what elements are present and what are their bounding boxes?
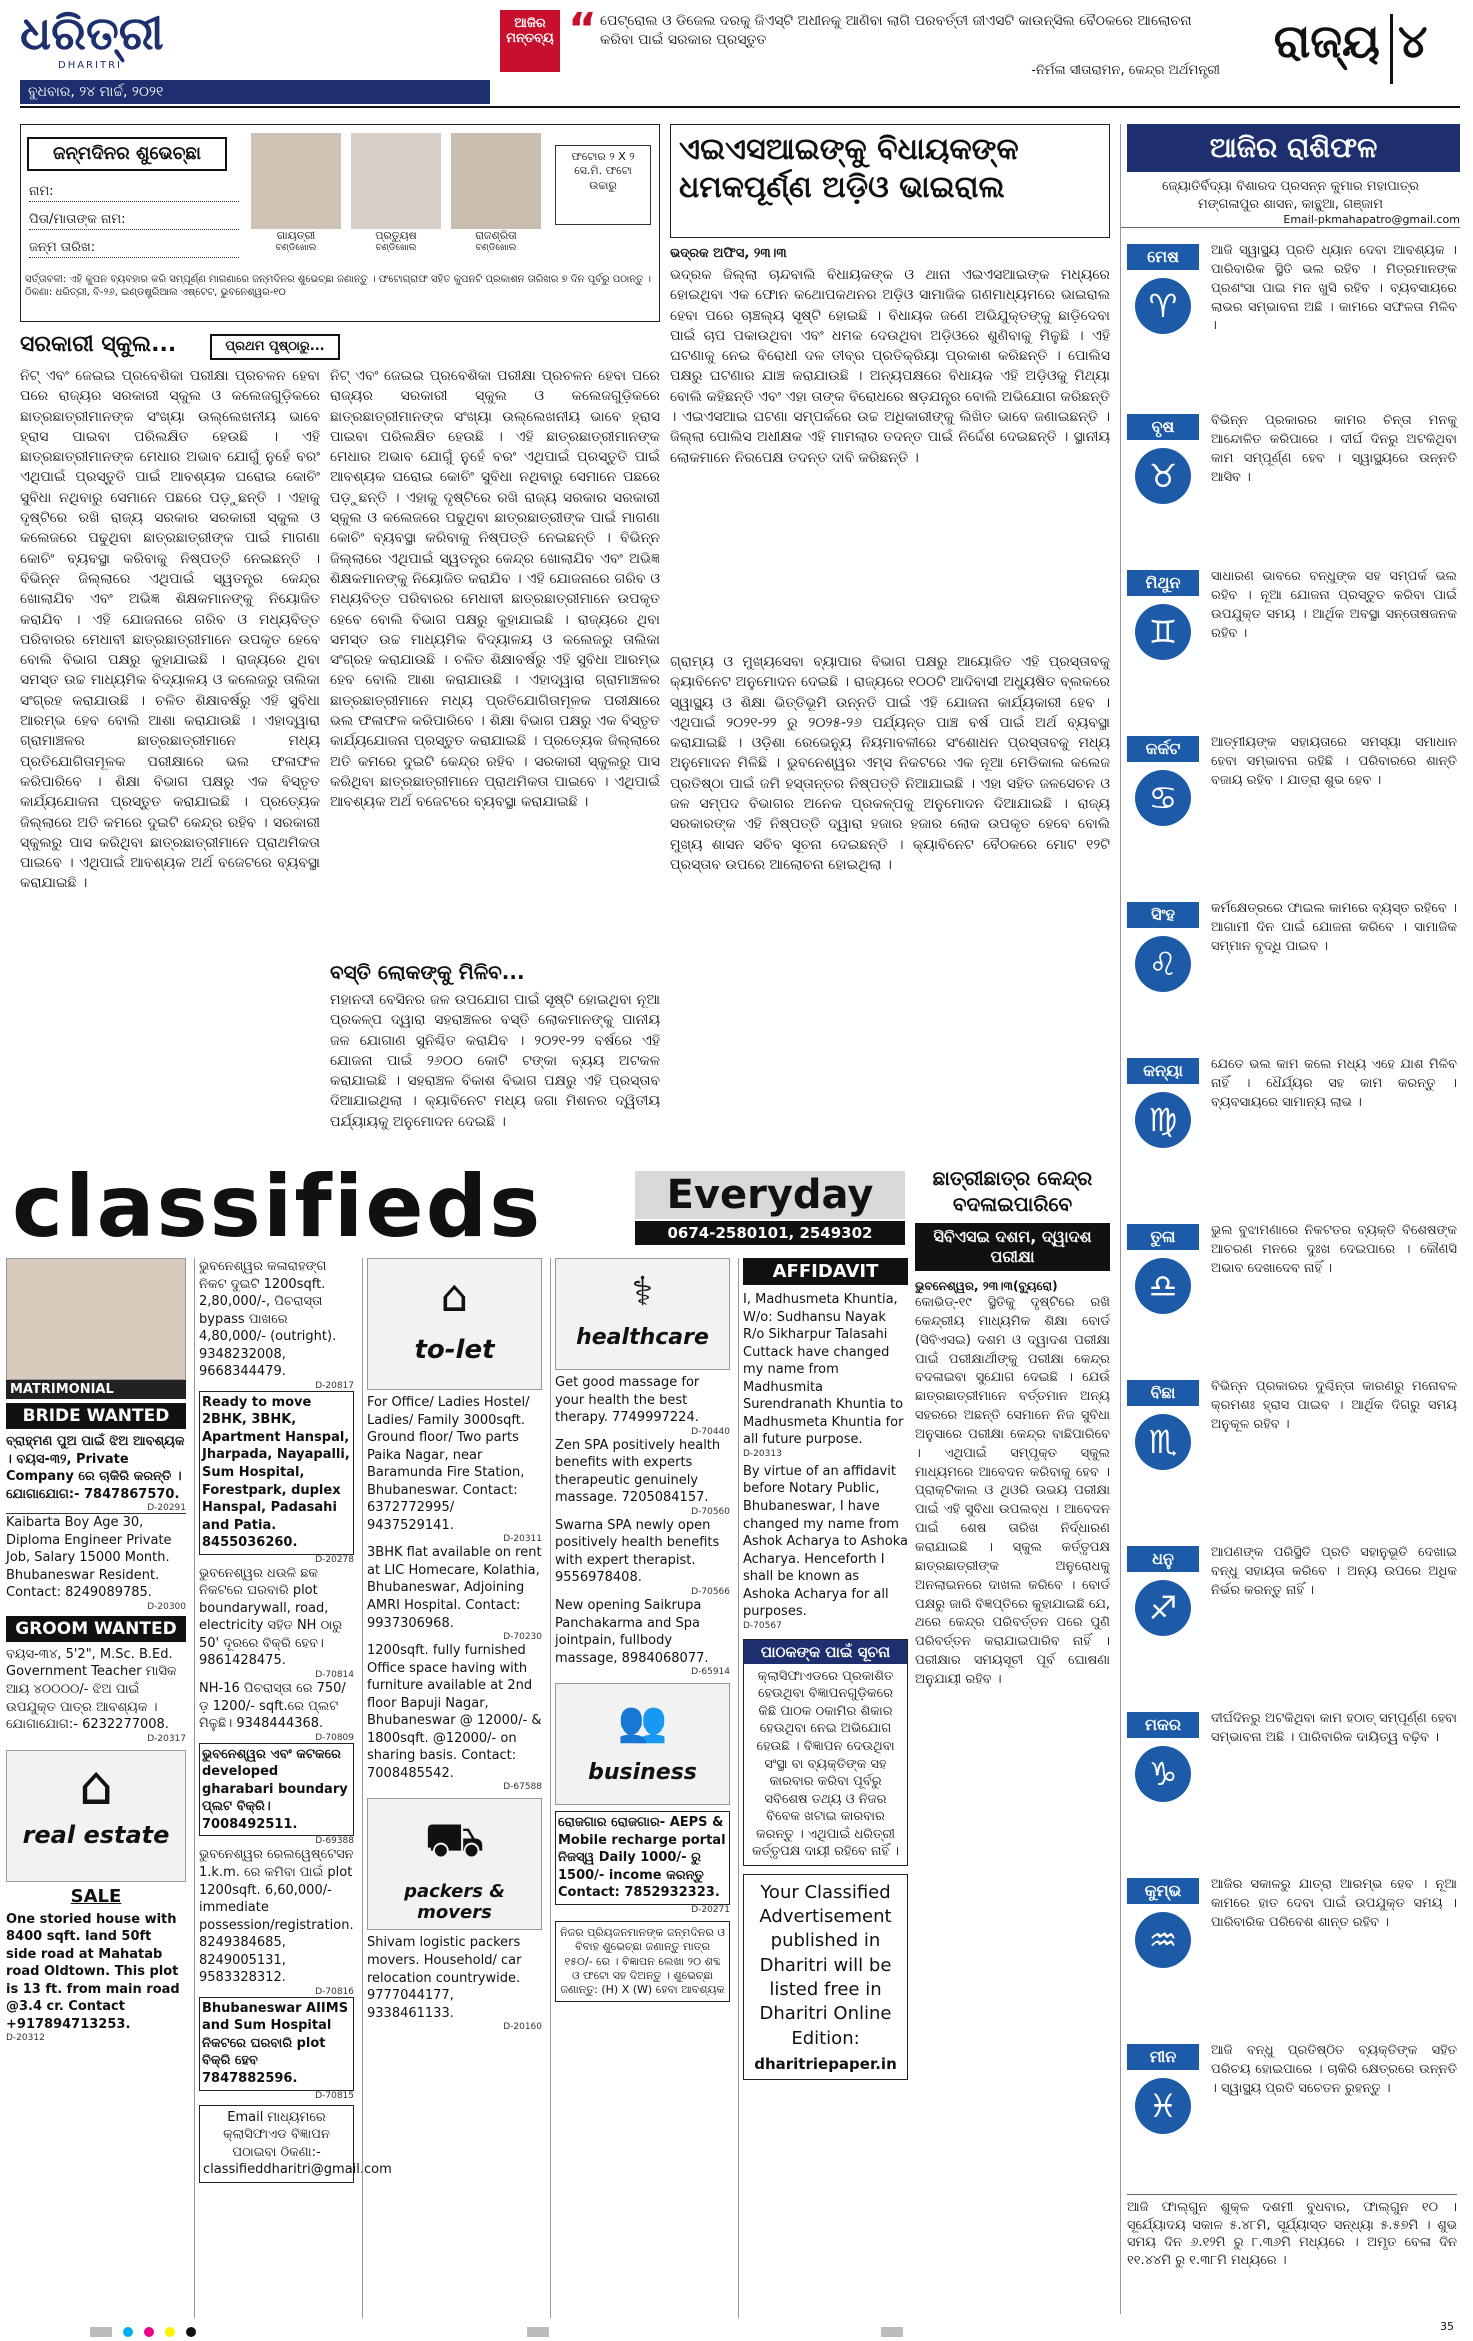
packers-image — [367, 1798, 542, 1930]
story-basti — [330, 960, 660, 1150]
ad-bride-2: Kaibarta Boy Age 30, Diploma Engineer Private Job, Salary 15000 Month. Bhubaneswar Resident. Contact: 8249089785. — [6, 1513, 186, 1602]
quote-tag — [500, 10, 560, 72]
section-title: ରାଜ୍ୟ — [1273, 14, 1380, 68]
story-mla-audio — [670, 124, 1110, 644]
story4-body: ମହାନଦୀ ବେସିନର ଜଳ ଉପଯୋଗ ପାଇଁ ସୃଷ୍ଟି ହୋଇଥିବା ନୂଆ ପ୍ରକଳ୍ପ ଦ୍ୱାରା ସହରାଞ୍ଚଳର ବସ୍ତି ଲୋକମାନଙ୍କୁ ପାନୀୟ ଜଳ ଯୋଗାଣ ସୁନିଶ୍ଚିତ କରାଯିବ । ୨୦୨୧-୨୨ ବର୍ଷରେ ଏହି ଯୋଜନା ପାଇଁ ୨୬୦୦ କୋଟି ଟଙ୍କା ବ୍ୟୟ ଅଟକଳ କରାଯାଇଛି । ସହରାଞ୍ଚଳ ବିକାଶ ବିଭାଗ ପକ୍ଷରୁ ଏହି ପ୍ରସ୍ତାବ ଦିଆଯାଇଥିଲା । କ୍ୟାବିନେଟ ମଧ୍ୟ ଜଗା ମିଶନର ଦ୍ୱିତୀୟ ପର୍ଯ୍ୟାୟକୁ ଅନୁମୋଦନ ଦେଇଛି । — [330, 992, 660, 1130]
story-cabinet-decisions: ଗ୍ରାମ୍ୟ ଓ ମୁଖ୍ୟସେବା ବ୍ୟାପାର ବିଭାଗ ପକ୍ଷରୁ ଆୟୋଜିତ ଏହି ପ୍ରସ୍ତାବକୁ କ୍ୟାବିନେଟ ଅନୁମୋଦନ ଦେଇଛି । ରାଜ୍ୟରେ ୧୦୦ଟି ଆଦିବାସୀ ଅଧ୍ୟୁଷିତ ବ୍ଲକରେ ସ୍ୱାସ୍ଥ୍ୟ ଓ ଶିକ୍ଷା ଭିତ୍ତିଭୂମି ଉନ୍ନତି ପାଇଁ ଏହି ଯୋଜନା କାର୍ଯ୍ୟକାରୀ ହେବ । ଏଥିପାଇଁ ୨୦୨୧-୨୨ ରୁ ୨୦୨୫-୨୬ ପର୍ଯ୍ୟନ୍ତ ପାଞ୍ଚ ବର୍ଷ ପାଇଁ ଅର୍ଥ ବ୍ୟବସ୍ଥା କରାଯାଇଛି । ଓଡ଼ିଶା ରେଭେନ୍ୟୁ ନିୟମାବଳୀରେ ସଂଶୋଧନ ପ୍ରସ୍ତାବକୁ ମଧ୍ୟ ଅନୁମୋଦନ ମିଳିଛି । ଭୁବନେଶ୍ୱର ଏମ୍ସ ନିକଟରେ ଏକ ନୂଆ ମେଡିକାଲ କଲେଜ ପ୍ରତିଷ୍ଠା ପାଇଁ ଜମି ହସ୍ତାନ୍ତର ନିଷ୍ପତ୍ତି ନିଆଯାଇଛି । ଏହା ସହିତ ଜଳସେଚନ ଓ ଜଳ ସମ୍ପଦ ବିଭାଗର ଅନେକ ପ୍ରକଳ୍ପକୁ ଅନୁମୋଦନ ଦିଆଯାଇଛି । ରାଜ୍ୟ ସରକାରଙ୍କ ଏହି ନିଷ୍ପତ୍ତି ଦ୍ୱାରା ହଜାର ହଜାର ଲୋକ ଉପକୃତ ହେବେ ବୋଲି ମୁଖ୍ୟ ଶାସନ ସଚିବ ସୂଚନା ଦେଇଛନ୍ତି । କ୍ୟାବିନେଟ ବୈଠକରେ ମୋଟ ୧୨ଟି ପ୍ରସ୍ତାବ ଉପରେ ଆଲୋଚନା ହୋଇଥିଲା । — [670, 654, 1110, 873]
aries-icon: ♈ — [1135, 278, 1191, 334]
story1-continued-tag: ପ୍ରଥମ ପୃଷ୍ଠାରୁ... — [210, 334, 340, 360]
email-box: Email ମାଧ୍ୟମରେ କ୍ଲାସିଫାଏଡ ବିଜ୍ଞାପନ ପଠାଇବା ଠିକଣା:- classifieddharitri@gmail.com — [199, 2105, 354, 2183]
ad-c2-3: ଭୁବନେଶ୍ୱର ଧଉଳି ଛକ ନିକଟରେ ଘରବାରି plot boundarywall, road, electricity ସହିତ NH ଠାରୁ 50' ଦୂରରେ ବିକ୍ରି ହେବ। 9861428475. — [199, 1565, 343, 1669]
classifieds-title: classifieds — [12, 1157, 543, 1257]
rashi-vrisha — [1121, 408, 1461, 558]
photo-place: ଚଣ୍ଡିଖୋଲ — [475, 243, 517, 254]
coupon-terms: ସର୍ତ୍ତାବଳୀ: ଏହି କୁପନ ବ୍ୟବହାର କରି ସମ୍ପୂର୍ଣ୍ଣ ମାଗଣାରେ ଜନ୍ମଦିନର ଶୁଭେଚ୍ଛା ଜଣାନ୍ତୁ । ଫଟୋଗ୍ରାଫ ସହିତ କୁପନଟି ପ୍ରକାଶନ ତାରିଖର ୭ ଦିନ ପୂର୍ବରୁ ପଠାନ୍ତୁ । ଠିକଣା: ଧରିତ୍ରୀ, ବି-୨୬, ଇଣ୍ଡଷ୍ଟ୍ରିଆଲ ଏଷ୍ଟେଟ, ଭୁବନେଶ୍ୱର-୧୦ — [25, 274, 651, 298]
to-let-label: to-let — [414, 1335, 495, 1365]
rashi-text: ଆଜି ବନ୍ଧୁ ପ୍ରତିଷ୍ଠିତ ବ୍ୟକ୍ତିଙ୍କ ସହିତ ପରିଚୟ ହୋଇପାରେ । ଚାକିରି କ୍ଷେତ୍ରରେ ଉନ୍ନତି । ସ୍ୱାସ୍ଥ୍ୟ ପ୍ରତି ସଚେତନ ରୁହନ୍ତୁ । — [1211, 2043, 1457, 2096]
astrologer-email: Email-pkmahapatro@gmail.com — [1121, 213, 1460, 228]
rashi-name: ବୃଷ — [1127, 414, 1199, 440]
page-number: ୪ — [1398, 14, 1428, 68]
page-divider — [1390, 14, 1393, 84]
ad-code: D-20317 — [147, 1733, 186, 1744]
ad-c2-2: Ready to move 2BHK, 3BHK, Apartment Hanspal, Jharpada, Nayapalli, Sum Hospital, Forestpark, duplex Hanspal, Padasahi and Patia. 8455036260. — [199, 1391, 354, 1555]
birthday-title: ଜନ୍ମଦିନର ଶୁଭେଚ୍ଛା — [27, 137, 227, 171]
quote-author: -ନିର୍ମଳା ସୀତାରାମନ, କେନ୍ଦ୍ର ଅର୍ଥମନ୍ତ୍ରୀ — [1031, 63, 1220, 78]
promo-text: Your Classified Advertisement published in Dharitri will be listed free in Dharitri Online Edition: — [759, 1881, 892, 2049]
form-name: ନାମ: — [29, 183, 239, 202]
ad-code: D-20271 — [691, 1904, 730, 1915]
ad-c2-5: ଭୁବନେଶ୍ୱର ଏବଂ କଟକରେ developed gharabari boundary ପ୍ଲଟ ବିକ୍ରି। 7008492511. — [199, 1743, 354, 1837]
photo-place: ଚଣ୍ଡିଖୋଲ — [375, 243, 417, 254]
logo — [20, 6, 200, 76]
ad-code: D-70566 — [691, 1587, 730, 1598]
rashi-name: ତୁଳା — [1127, 1224, 1199, 1250]
rashi-text: ଆଜି ସ୍ୱାସ୍ଥ୍ୟ ପ୍ରତି ଧ୍ୟାନ ଦେବା ଆବଶ୍ୟକ । ପାରିବାରିକ ସ୍ଥିତି ଭଲ ରହିବ । ମିତ୍ରମାନଙ୍କ ପ୍ରଶଂସା ପାଇ ମନ ଖୁସି ରହିବ । ବ୍ୟବସାୟରେ ଲାଭର ସମ୍ଭାବନା ଅଛି । କାମରେ ସଫଳତା ମିଳିବ । — [1211, 243, 1457, 334]
color-mark — [165, 2327, 175, 2337]
panjika: ଆଜି ଫାଲ୍ଗୁନ ଶୁକ୍ଳ ଦଶମୀ ବୁଧବାର, ଫାଲ୍ଗୁନ ୧୦ । ସୂର୍ଯ୍ୟୋଦୟ ସକାଳ ୫.୪୮ମି, ସୂର୍ଯ୍ୟାସ୍ତ ସନ୍ଧ୍ୟା ୫.୫୭ମି । ଶୁଭ ସମୟ ଦିନ ୬.୧୨ମି ରୁ ୮.୩୬ମି ମଧ୍ୟରେ । ଅମୃତ ବେଳା ଦିନ ୧୧.୪୪ମି ରୁ ୧.୩୮ମି ମଧ୍ୟରେ । — [1127, 2194, 1457, 2309]
ad-code: D-70567 — [743, 1620, 782, 1631]
photo-placeholder — [251, 133, 341, 229]
real-estate-image — [6, 1750, 186, 1882]
rashi-text: ଆତ୍ମୀୟଙ୍କ ସହାୟତାରେ ସମସ୍ୟା ସମାଧାନ ହେବା ସମ୍ଭାବନା ରହିଛି । ପରିବାରରେ ଶାନ୍ତି ବଜାୟ ରହିବ । ଯାତ୍ରା ଶୁଭ ହେବ । — [1211, 735, 1457, 788]
rashi-text: ଆଜିର ସକାଳରୁ ଯାତ୍ରା ଆରମ୍ଭ ହେବ । ନୂଆ କାମରେ ହାତ ଦେବା ପାଇଁ ଉପଯୁକ୍ତ ସମୟ । ପାରିବାରିକ ପରିବେଶ ଶାନ୍ତ ରହିବ । — [1211, 1877, 1457, 1930]
ad-code: D-70440 — [691, 1426, 730, 1437]
rashi-bichha — [1121, 1374, 1461, 1534]
house-icon: ⌂ — [78, 1753, 114, 1817]
rashi-mesha — [1121, 238, 1461, 406]
ad-code: D-20312 — [6, 2033, 45, 2044]
pisces-icon: ♓ — [1135, 2078, 1191, 2134]
quote-mark-icon: “ — [568, 4, 597, 55]
photo-name: ଗାୟତ୍ରୀ — [276, 229, 316, 242]
sale-label: SALE — [70, 1885, 122, 1907]
taurus-icon: ♉ — [1135, 448, 1191, 504]
story1-headline: ସରକାରୀ ସ୍କୁଲ... — [20, 332, 177, 357]
photo-size-note: ଫଟୋର ୨ X ୨ ସେ.ମି. ଫଟୋ ଉଚ୍ଚାରୁ — [555, 145, 651, 225]
hostel-dateline: ଭୁବନେଶ୍ୱର, ୨୩।୩(ବ୍ୟୁରୋ) — [915, 1279, 1058, 1293]
rashi-tula — [1121, 1218, 1461, 1368]
ad-c3-4: Shivam logistic packers movers. Household/ car relocation countrywide. 9777044177, 9338461133. — [367, 1935, 522, 2021]
business-people-icon: 👥 — [617, 1699, 668, 1746]
rashi-mithuna — [1121, 564, 1461, 724]
hostel-body: କୋଭିଡ୍-୧୯ ସ୍ଥିତିକୁ ଦୃଷ୍ଟିରେ ରଖି କେନ୍ଦ୍ରୀୟ ମାଧ୍ୟମିକ ଶିକ୍ଷା ବୋର୍ଡ (ସିବିଏସଇ) ଦଶମ ଓ ଦ୍ୱାଦଶ ପରୀକ୍ଷା ପାଇଁ ପରୀକ୍ଷାର୍ଥୀଙ୍କୁ ପରୀକ୍ଷା କେନ୍ଦ୍ର ବଦଳାଇବା ସୁଯୋଗ ଦେଇଛି । ଯେଉଁ ଛାତ୍ରଛାତ୍ରୀମାନେ ବର୍ତ୍ତମାନ ଅନ୍ୟ ସହରରେ ଅଛନ୍ତି ସେମାନେ ନିଜ ସୁବିଧା ଅନୁସାରେ ପରୀକ୍ଷା କେନ୍ଦ୍ର ବାଛିପାରିବେ । ଏଥିପାଇଁ ସମ୍ପୃକ୍ତ ସ୍କୁଲ ମାଧ୍ୟମରେ ଆବେଦନ କରିବାକୁ ହେବ । ପ୍ରାକ୍ଟିକାଲ ଓ ଥିଓରି ଉଭୟ ପରୀକ୍ଷା ପାଇଁ ଏହି ସୁବିଧା ଉପଲବ୍ଧ । ଆବେଦନ ପାଇଁ ଶେଷ ତାରିଖ ନିର୍ଦ୍ଧାରଣ କରାଯାଇଛି । ସ୍କୁଲ କର୍ତ୍ତୃପକ୍ଷ ଛାତ୍ରଛାତ୍ରୀଙ୍କ ଅନୁରୋଧକୁ ଅନଲାଇନରେ ଦାଖଲ କରିବେ । ବୋର୍ଡ ପକ୍ଷରୁ ଜାରି ବିଜ୍ଞପ୍ତିରେ କୁହାଯାଇଛି ଯେ, ଥରେ କେନ୍ଦ୍ର ପରିବର୍ତ୍ତନ ପରେ ପୁଣି ପରିବର୍ତ୍ତନ କରାଯାଇପାରିବ ନାହିଁ । ପରୀକ୍ଷାର ସମୟସୂଚୀ ପୂର୍ବ ଘୋଷଣା ଅନୁଯାୟୀ ରହିବ । — [915, 1295, 1110, 1687]
page-tag: 35 — [1440, 2320, 1454, 2333]
groom-wanted-label: GROOM WANTED — [6, 1616, 186, 1642]
ad-code: D-70230 — [503, 1632, 542, 1643]
classifieds-col-2 — [194, 1258, 392, 2318]
bride-wanted-label: BRIDE WANTED — [6, 1403, 186, 1429]
rashi-text: ସାଧାରଣ ଭାବରେ ବନ୍ଧୁଙ୍କ ସହ ସମ୍ପର୍କ ଭଲ ରହିବ । ନୂଆ ଯୋଜନା ପ୍ରସ୍ତୁତ କରିବା ପାଇଁ ଉପଯୁକ୍ତ ସମୟ । ଆର୍ଥିକ ଅବସ୍ଥା ସନ୍ତୋଷଜନକ ରହିବ । — [1211, 569, 1457, 641]
quote-tag-label: ଆଜିର ମନ୍ତବ୍ୟ — [506, 16, 554, 46]
notice-text: କ୍ଲାସିଫାଏଡରେ ପ୍ରକାଶିତ ହେଉଥିବା ବିଜ୍ଞାପନଗୁଡ଼ିକରେ କିଛି ପାଠକ ଠକାମିର ଶିକାର ହେଉଥିବା ନେଇ ଅଭିଯୋଗ ହେଉଛି । ବିଜ୍ଞାପନ ଦେଉଥିବା ସଂସ୍ଥା ବା ବ୍ୟକ୍ତିଙ୍କ ସହ କାରବାର କରିବା ପୂର୍ବରୁ ସବିଶେଷ ତଥ୍ୟ ଓ ନିଜର ବିବେକ ଖଟାଇ କାରବାର କରନ୍ତୁ । ଏଥିପାଇଁ ଧରିତ୍ରୀ କର୍ତ୍ତୃପକ୍ଷ ଦାୟୀ ରହିବେ ନାହିଁ । — [751, 1668, 900, 1860]
matrimonial-image — [6, 1258, 186, 1380]
rashi-name: କନ୍ୟା — [1127, 1058, 1199, 1084]
classifieds-col-4 — [550, 1258, 730, 2318]
capricorn-icon: ♑ — [1135, 1746, 1191, 1802]
ad-c2-1: ଭୁବନେଶ୍ୱର କଳାରାହଙ୍ଗ ନିକଟ ଦୁଇଟି 1200sqft. 2,80,000/-, ପିଚରାସ୍ତା bypass ପାଖରେ 4,80,000/- (outright). 9348232008, 9668344479. — [199, 1259, 337, 1380]
rashi-kumbha — [1121, 1872, 1461, 2032]
to-let-image — [367, 1258, 542, 1390]
rashi-name: ମେଷ — [1127, 244, 1199, 270]
rashi-text: ଆପଣଙ୍କ ପରିସ୍ଥିତି ପ୍ରତି ସହାନୁଭୂତି ଦେଖାଇ ବନ୍ଧୁ ସହାୟତା କରିବେ । ଅନ୍ୟ ଉପରେ ଅଧିକ ନିର୍ଭର କରନ୍ତୁ ନାହିଁ । — [1211, 1545, 1457, 1598]
rashi-karkata — [1121, 730, 1461, 890]
rashi-text: ଭୁଲ ବୁଝାମଣାରେ ନିକଟତର ବ୍ୟକ୍ତି ବିଶେଷଙ୍କ ଆଚରଣ ମନରେ ଦୁଃଖ ଦେଇପାରେ । କୌଣସି ଅଭାବ ଦେଖାଦେବ ନାହିଁ । — [1211, 1223, 1457, 1276]
photo-place: ଚଣ୍ଡିଖୋଲ — [275, 243, 317, 254]
rashi-text: ବିଭିନ୍ନ ପ୍ରକାରର କାମର ଚିନ୍ତା ମନକୁ ଆନ୍ଦୋଳିତ କରିପାରେ । ଦୀର୍ଘ ଦିନରୁ ଅଟକିଥିବା କାମ ସମ୍ପୂର୍ଣ୍ଣ ହେବ । ସ୍ୱାସ୍ଥ୍ୟରେ ଉନ୍ନତି ଆସିବ । — [1211, 413, 1457, 485]
stethoscope-icon: ⚕ — [631, 1269, 654, 1315]
classifieds-phone: 0674-2580101, 2549302 — [635, 1221, 905, 1245]
ad-code: D-70816 — [315, 1986, 354, 1997]
classifieds-everyday: Everyday — [635, 1171, 905, 1219]
rashi-text: ବିଭିନ୍ନ ପ୍ରକାରର ଦୁଶ୍ଚିନ୍ତା କାରଣରୁ ମନୋବଳ କ୍ରମଶଃ ହ୍ରାସ ପାଇବ । ଆର୍ଥିକ ଦିଗରୁ ସମୟ ଅନୁକୂଳ ରହିବ । — [1211, 1379, 1457, 1432]
color-mark — [186, 2327, 196, 2337]
affidavit-label: AFFIDAVIT — [743, 1258, 908, 1285]
ad-code: D-20300 — [147, 1601, 186, 1612]
logo-text: ଧରିତ୍ରୀ — [20, 6, 164, 60]
ad-code: D-20311 — [503, 1534, 542, 1545]
color-mark — [881, 2327, 903, 2337]
rashiphala-panel — [1120, 124, 1460, 2314]
rashi-simha — [1121, 896, 1461, 1046]
business-label: business — [588, 1760, 697, 1786]
story2-dateline: ଭଦ୍ରକ ଅଫିସ, ୨୩।୩ — [670, 246, 787, 261]
ad-c4-1: Get good massage for your health the best therapy. 7749997224. — [555, 1375, 700, 1426]
rashi-name: କର୍କଟ — [1127, 736, 1199, 762]
logo-subtitle: DHARITRI — [58, 60, 122, 71]
cancer-icon: ♋ — [1135, 770, 1191, 826]
packers-label: packers & movers — [404, 1881, 505, 1924]
ad-bride-1: ବ୍ରାହ୍ମଣ ପୁଅ ପାଇଁ ଝିଅ ଆବଶ୍ୟକ । ବୟସ-୩୨, Private Company ରେ ଚାକିରି କରନ୍ତି । ଯୋଗାଯୋଗ:- 7847867570. — [6, 1434, 185, 1502]
ad-code: D-20817 — [315, 1380, 354, 1391]
color-mark — [123, 2327, 133, 2337]
hostel-subhead: ସିବିଏସଇ ଦଶମ, ଦ୍ୱାଦଶ ପରୀକ୍ଷା — [915, 1223, 1110, 1271]
real-estate-label: real estate — [22, 1820, 170, 1849]
ad-sale-1: One storied house with 8400 sqft. land 50ft side road at Mahatab road Oldtown. This plot is 13 ft. from main road @3.4 cr. Contact +917894713253. — [6, 1911, 180, 2032]
astrologer-address: ମଙ୍ଗଳାପୁର ଶାସନ, କାନ୍ଥୁଆ, ଗଞ୍ଜାମ — [1198, 196, 1383, 212]
rashiphala-title: ଆଜିର ରାଶିଫଳ — [1127, 124, 1460, 172]
astrologer-name: ଜ୍ୟୋତିର୍ବିଦ୍ୟା ବିଶାରଦ ପ୍ରସନ୍ନ କୁମାର ମହାପାତ୍ର — [1162, 179, 1419, 194]
ad-c3-1: For Office/ Ladies Hostel/ Ladies/ Family 3000sqft. Ground floor/ Two parts Paika Nagar, near Baramunda Fire Station, Bhubaneswar. Contact: 6372772995/ 9437529141. — [367, 1395, 530, 1533]
coupon-box: ନିଜର ପ୍ରିୟଜନମାନଙ୍କ ଜନ୍ମଦିନର ଓ ବିବାହ ଶୁଭେଚ୍ଛା ଜଣାନ୍ତୁ ମାତ୍ର ୧୫୦/- ରେ । ବିଜ୍ଞାପନ ଲେଖା ୨୦ ଶବ୍ଦ ଓ ଫଟୋ ସହ ଦିଅନ୍ତୁ । ଶୁଭେଚ୍ଛା ଜଣାନ୍ତୁ: (H) X (W) ହେବା ଆବଶ୍ୟକ — [555, 1921, 730, 2002]
sagittarius-icon: ♐ — [1135, 1580, 1191, 1636]
ad-code: D-70560 — [691, 1506, 730, 1517]
registration-marks — [90, 2322, 1390, 2336]
ad-code: D-20313 — [743, 1448, 782, 1459]
healthcare-image — [555, 1258, 730, 1370]
notice-title: ପାଠକଙ୍କ ପାଇଁ ସୂଚନା — [744, 1640, 907, 1664]
rashi-kanya — [1121, 1052, 1461, 1212]
ad-c4-3: Swarna SPA newly open positively health benefits with expert therapist. 9556978408. — [555, 1517, 720, 1586]
healthcare-label: healthcare — [576, 1325, 709, 1350]
ad-c3-3: 1200sqft. fully furnished Office space having with furniture available at 2nd floor Bapuji Nagar, Bhubaneswar @ 12000/- & 1800sqft. @12000/- on sharing basis. Contact: 7008485542. — [367, 1643, 542, 1781]
color-mark — [144, 2327, 154, 2337]
aquarius-icon: ♒ — [1135, 1912, 1191, 1968]
story-sarakari-school — [20, 332, 320, 1152]
story2-headline: ଏଇଏସଆଇଙ୍କୁ ବିଧାୟକଙ୍କ ଧମକପୂର୍ଣ୍ଣ ଅଡ଼ିଓ ଭାଇରାଲ — [670, 124, 1110, 238]
quote-text: ପେଟ୍ରୋଲ ଓ ଡିଜେଲ ଦରକୁ ଜିଏସ୍‌ଟି ଅଧୀନକୁ ଆଣିବା ଲାଗି ପରବର୍ତ୍ତୀ ଜୀଏସଟି କାଉନ୍ସିଲ ବୈଠକରେ ଆଲୋଚନା କରିବା ପାଇଁ ସରକାର ପ୍ରସ୍ତୁତ — [600, 13, 1192, 48]
birthday-coupon — [20, 124, 660, 322]
business-image — [555, 1683, 730, 1805]
rashi-name: ମକର — [1127, 1712, 1199, 1738]
issue-date: ବୁଧବାର, ୨୪ ମାର୍ଚ୍ଚ, ୨୦୨୧ — [20, 80, 490, 104]
classifieds-col-3 — [362, 1258, 542, 2318]
photo-name: ପ୍ରତ୍ୟୁଷ — [375, 229, 417, 242]
rashi-name: ଧନୁ — [1127, 1546, 1199, 1572]
ad-code: D-69388 — [315, 1836, 354, 1847]
ad-groom-1: ବୟସ-୩୪, 5'2", M.Sc. B.Ed. Government Teacher ମାସିକ ଆୟ ୪୦୦୦୦/- ଝିଅ ପାଇଁ ଉପଯୁକ୍ତ ପାତ୍ର ଆବଶ୍ୟକ । ଯୋଗାଯୋଗ:- 6232277008. — [6, 1646, 177, 1733]
ad-c4-2: Zen SPA positively health benefits with experts therapeutic genuinely massage. 7205084157. — [555, 1437, 721, 1506]
classifieds-col-1 — [6, 1258, 186, 2318]
libra-icon: ♎ — [1135, 1258, 1191, 1314]
photo-1 — [251, 133, 341, 255]
rashi-dhanu — [1121, 1540, 1461, 1700]
virgo-icon: ♍ — [1135, 1092, 1191, 1148]
color-mark — [527, 2327, 549, 2337]
story1-body: ନିଟ୍ ଏବଂ ଜେଇଇ ପ୍ରବେଶିକା ପରୀକ୍ଷା ପ୍ରଚଳନ ହେବା ପରେ ରାଜ୍ୟର ସରକାରୀ ସ୍କୁଲ ଓ କଲେଜଗୁଡ଼ିକରେ ଛାତ୍ରଛାତ୍ରୀମାନଙ୍କ ସଂଖ୍ୟା ଉଲ୍ଲେଖନୀୟ ଭାବେ ହ୍ରାସ ପାଇବା ପରିଲକ୍ଷିତ ହେଉଛି । ଏହି ଛାତ୍ରଛାତ୍ରୀମାନଙ୍କ ମେଧାର ଅଭାବ ଯୋଗୁଁ ନୁହେଁ ବରଂ ଏଥିପାଇଁ ପ୍ରସ୍ତୁତି ପାଇଁ ଆବଶ୍ୟକ ଘରୋଇ କୋଚିଂ ସୁବିଧା ନଥିବାରୁ ସେମାନେ ପଛରେ ପଡ଼ୁଛନ୍ତି । ଏହାକୁ ଦୃଷ୍ଟିରେ ରଖି ରାଜ୍ୟ ସରକାର ସରକାରୀ ସ୍କୁଲ ଓ କଲେଜରେ ପଢୁଥିବା ଛାତ୍ରଛାତ୍ରୀଙ୍କ ପାଇଁ ମାଗଣା କୋଚିଂ ବ୍ୟବସ୍ଥା କରିବାକୁ ନିଷ୍ପତ୍ତି ନେଇଛନ୍ତି । ବିଭିନ୍ନ ଜିଲ୍ଲାରେ ଏଥିପାଇଁ ସ୍ୱତନ୍ତ୍ର କେନ୍ଦ୍ର ଖୋଲାଯିବ ଏବଂ ଅଭିଜ୍ଞ ଶିକ୍ଷକମାନଙ୍କୁ ନିୟୋଜିତ କରାଯିବ । ଏହି ଯୋଜନାରେ ଗରିବ ଓ ମଧ୍ୟବିତ୍ତ ପରିବାରର ମେଧାବୀ ଛାତ୍ରଛାତ୍ରୀମାନେ ଉପକୃତ ହେବେ ବୋଲି ବିଭାଗ ପକ୍ଷରୁ କୁହାଯାଇଛି । ରାଜ୍ୟରେ ଥିବା ସମସ୍ତ ଉଚ୍ଚ ମାଧ୍ୟମିକ ବିଦ୍ୟାଳୟ ଓ କଲେଜରୁ ତାଲିକା ସଂଗ୍ରହ କରାଯାଉଛି । ଚଳିତ ଶିକ୍ଷାବର୍ଷରୁ ଏହି ସୁବିଧା ଆରମ୍ଭ ହେବ ବୋଲି ଆଶା କରାଯାଉଛି । ଏହାଦ୍ୱାରା ଗ୍ରାମାଞ୍ଚଳର ଛାତ୍ରଛାତ୍ରୀମାନେ ମଧ୍ୟ ପ୍ରତିଯୋଗିତାମୂଳକ ପରୀକ୍ଷାରେ ଭଲ ଫଳାଫଳ କରିପାରିବେ । ଶିକ୍ଷା ବିଭାଗ ପକ୍ଷରୁ ଏକ ବିସ୍ତୃତ କାର୍ଯ୍ୟଯୋଜନା ପ୍ରସ୍ତୁତ କରାଯାଇଛି । ପ୍ରତ୍ୟେକ ଜିଲ୍ଲାରେ ଅତି କମରେ ଦୁଇଟି କେନ୍ଦ୍ର ରହିବ । ସରକାରୀ ସ୍କୁଲରୁ ପାସ କରିଥିବା ଛାତ୍ରଛାତ୍ରୀମାନେ ପ୍ରାଥମିକତା ପାଇବେ । ଏଥିପାଇଁ ଆବଶ୍ୟକ ଅର୍ଥ ବଜେଟରେ ବ୍ୟବସ୍ଥା କରାଯାଇଛି । — [20, 368, 320, 892]
form-dob: ଜନ୍ମ ତାରିଖ: — [29, 239, 239, 258]
rashi-text: କର୍ମକ୍ଷେତ୍ରରେ ଫାଇଲ କାମରେ ବ୍ୟସ୍ତ ରହିବେ । ଆଗାମୀ ଦିନ ପାଇଁ ଯୋଜନା କରିବେ । ସାମାଜିକ ସମ୍ମାନ ବୃଦ୍ଧି ପାଇବ । — [1211, 901, 1457, 954]
masthead-rule — [20, 106, 1460, 108]
online-promo — [743, 1874, 908, 2080]
rashi-meena — [1121, 2038, 1461, 2188]
ad-code: D-20278 — [315, 1554, 354, 1565]
ad-aff-2: By virtue of an affidavit before Notary Public, Bhubaneswar, I have changed my name from Ashok Acharya to Ashoka Acharya. Henceforth I shall be known as Ashoka Acharya for all purposes. — [743, 1463, 908, 1620]
rashi-makara — [1121, 1706, 1461, 1866]
rashi-name: ସିଂହ — [1127, 902, 1199, 928]
leo-icon: ♌ — [1135, 936, 1191, 992]
hostel-headline: ଛାତ୍ରୀଛାତ୍ର କେନ୍ଦ୍ର ବଦଳାଇପାରିବେ — [932, 1166, 1093, 1216]
photo-2 — [351, 133, 441, 255]
story4-headline: ବସ୍ତି ଲୋକଙ୍କୁ ମିଳିବ... — [330, 960, 525, 984]
photo-name: ରାଜଶ୍ରିତା — [475, 229, 517, 242]
ad-code: D-20160 — [503, 2022, 542, 2033]
color-mark — [90, 2327, 112, 2337]
masthead — [0, 0, 1473, 110]
ad-aff-1: I, Madhusmeta Khuntia, W/o: Sudhansu Nayak R/o Sikharpur Talasahi Cuttack have changed my name from Madhusmita Surendranath Khuntia to Madhusmeta Khuntia for all future purpose. — [743, 1292, 904, 1448]
promo-url[interactable]: dharitriepaper.in — [754, 2054, 897, 2073]
rashi-text: ଯେତେ ଭଲ କାମ କଲେ ମଧ୍ୟ ଏହେ ଯାଶ ମିଳିବ ନାହିଁ । ଧୈର୍ଯ୍ୟର ସହ କାମ କରନ୍ତୁ । ବ୍ୟବସାୟରେ ସାମାନ୍ୟ ଲାଭ । — [1211, 1057, 1457, 1110]
ad-code: D-67588 — [503, 1782, 542, 1793]
reader-notice — [743, 1639, 908, 1866]
photo-3 — [451, 133, 541, 255]
house-icon: ⌂ — [440, 1271, 469, 1322]
ad-c2-7: Bhubaneswar AIIMS and Sum Hospital ନିକଟରେ ଘରବାରି plot ବିକ୍ରି ହେବ 7847882596. — [199, 1997, 354, 2091]
rashi-text: ଦୀର୍ଘଦିନରୁ ଅଟକିଥିବା କାମ ହଠାତ୍ ସମ୍ପୂର୍ଣ୍ଣ ହେବା ସମ୍ଭାବନା ଅଛି । ପାରିବାରିକ ଦାୟିତ୍ୱ ବଢ଼ିବ । — [1211, 1711, 1457, 1745]
ad-code: D-70814 — [315, 1670, 354, 1681]
photo-placeholder — [351, 133, 441, 229]
form-father: ପିତା/ମାତାଙ୍କ ନାମ: — [29, 211, 239, 230]
story2-body: ଭଦ୍ରକ ଜିଲ୍ଲା ଚାନ୍ଦବାଲି ବିଧାୟକଙ୍କ ଓ ଥାନା ଏଇଏସଆଇଙ୍କ ମଧ୍ୟରେ ହୋଇଥିବା ଏକ ଫୋନ କଥୋପକଥନର ଅଡ଼ିଓ ସାମାଜିକ ଗଣମାଧ୍ୟମରେ ଭାଇରାଲ ହେବା ପରେ ଚାଞ୍ଚଲ୍ୟ ସୃଷ୍ଟି ହୋଇଛି । ବିଧାୟକ ଜଣେ ଅଭିଯୁକ୍ତଙ୍କୁ ଛାଡ଼ିଦେବା ପାଇଁ ଚାପ ପକାଉଥିବା ଏବଂ ଧମକ ଦେଉଥିବା ଅଡ଼ିଓରେ ଶୁଣିବାକୁ ମିଳୁଛି । ଏହି ଘଟଣାକୁ ନେଇ ବିରୋଧୀ ଦଳ ତୀବ୍ର ପ୍ରତିକ୍ରିୟା ପ୍ରକାଶ କରିଛନ୍ତି । ପୋଲିସ ପକ୍ଷରୁ ଘଟଣାର ଯାଞ୍ଚ କରାଯାଉଛି । ଅନ୍ୟପକ୍ଷରେ ବିଧାୟକ ଏହି ଅଡ଼ିଓକୁ ମିଥ୍ୟା ବୋଲି କହିଛନ୍ତି ଏବଂ ଏହା ତାଙ୍କ ବିରୋଧରେ ଷଡ଼ଯନ୍ତ୍ର ବୋଲି ଅଭିଯୋଗ କରିଛନ୍ତି । ଏଇଏସଆଇ ଘଟଣା ସମ୍ପର୍କରେ ଉଚ୍ଚ ଅଧିକାରୀଙ୍କୁ ଲିଖିତ ଭାବେ ଜଣାଇଛନ୍ତି । ଜିଲ୍ଲା ପୋଲିସ ଅଧୀକ୍ଷକ ଏହି ମାମଲାର ତଦନ୍ତ ପାଇଁ ନିର୍ଦ୍ଦେଶ ଦେଇଛନ୍ତି । ସ୍ଥାନୀୟ ଲୋକମାନେ ନିରପେକ୍ଷ ତଦନ୍ତ ଦାବି କରିଛନ୍ତି । — [670, 267, 1110, 466]
story-cbse-centre — [915, 1165, 1110, 2315]
photo-placeholder — [451, 133, 541, 229]
ad-code: D-65914 — [691, 1667, 730, 1678]
rashi-name: କୁମ୍ଭ — [1127, 1878, 1199, 1904]
ad-c3-2: 3BHK flat available on rent at LIC Homecare, Kolathia, Bhubaneswar, Adjoining AMRI Hospital. Contact: 9937306968. — [367, 1545, 542, 1631]
rashi-name: ମିଥୁନ — [1127, 570, 1199, 596]
rashi-name: ବିଛା — [1127, 1380, 1199, 1406]
ad-code: D-70809 — [315, 1732, 354, 1743]
ad-c4-5: ରୋଜଗାର ରୋଜଗାର- AEPS & Mobile recharge portal ନିଜସ୍ୱ Daily 1000/- ରୁ 1500/- income କରନ୍ତୁ Contact: 7852932323. — [555, 1811, 730, 1905]
truck-icon: ⛟ — [424, 1812, 485, 1869]
ad-c2-4: NH-16 ପିଚରାସ୍ତା ରେ 750/ଡ଼ 1200/- sqft.ରେ ପ୍ଲଟ ମିଳୁଛି। 9348444368. — [199, 1681, 346, 1732]
rashi-name: ମୀନ — [1127, 2044, 1199, 2070]
gemini-icon: ♊ — [1135, 604, 1191, 660]
story1-body-continued: ନିଟ୍ ଏବଂ ଜେଇଇ ପ୍ରବେଶିକା ପରୀକ୍ଷା ପ୍ରଚଳନ ହେବା ପରେ ରାଜ୍ୟର ସରକାରୀ ସ୍କୁଲ ଓ କଲେଜଗୁଡ଼ିକରେ ଛାତ୍ରଛାତ୍ରୀମାନଙ୍କ ସଂଖ୍ୟା ଉଲ୍ଲେଖନୀୟ ଭାବେ ହ୍ରାସ ପାଇବା ପରିଲକ୍ଷିତ ହେଉଛି । ଏହି ଛାତ୍ରଛାତ୍ରୀମାନଙ୍କ ମେଧାର ଅଭାବ ଯୋଗୁଁ ନୁହେଁ ବରଂ ଏଥିପାଇଁ ପ୍ରସ୍ତୁତି ପାଇଁ ଆବଶ୍ୟକ ଘରୋଇ କୋଚିଂ ସୁବିଧା ନଥିବାରୁ ସେମାନେ ପଛରେ ପଡ଼ୁଛନ୍ତି । ଏହାକୁ ଦୃଷ୍ଟିରେ ରଖି ରାଜ୍ୟ ସରକାର ସରକାରୀ ସ୍କୁଲ ଓ କଲେଜରେ ପଢୁଥିବା ଛାତ୍ରଛାତ୍ରୀଙ୍କ ପାଇଁ ମାଗଣା କୋଚିଂ ବ୍ୟବସ୍ଥା କରିବାକୁ ନିଷ୍ପତ୍ତି ନେଇଛନ୍ତି । ବିଭିନ୍ନ ଜିଲ୍ଲାରେ ଏଥିପାଇଁ ସ୍ୱତନ୍ତ୍ର କେନ୍ଦ୍ର ଖୋଲାଯିବ ଏବଂ ଅଭିଜ୍ଞ ଶିକ୍ଷକମାନଙ୍କୁ ନିୟୋଜିତ କରାଯିବ । ଏହି ଯୋଜନାରେ ଗରିବ ଓ ମଧ୍ୟବିତ୍ତ ପରିବାରର ମେଧାବୀ ଛାତ୍ରଛାତ୍ରୀମାନେ ଉପକୃତ ହେବେ ବୋଲି ବିଭାଗ ପକ୍ଷରୁ କୁହାଯାଇଛି । ରାଜ୍ୟରେ ଥିବା ସମସ୍ତ ଉଚ୍ଚ ମାଧ୍ୟମିକ ବିଦ୍ୟାଳୟ ଓ କଲେଜରୁ ତାଲିକା ସଂଗ୍ରହ କରାଯାଉଛି । ଚଳିତ ଶିକ୍ଷାବର୍ଷରୁ ଏହି ସୁବିଧା ଆରମ୍ଭ ହେବ ବୋଲି ଆଶା କରାଯାଉଛି । ଏହାଦ୍ୱାରା ଗ୍ରାମାଞ୍ଚଳର ଛାତ୍ରଛାତ୍ରୀମାନେ ମଧ୍ୟ ପ୍ରତିଯୋଗିତାମୂଳକ ପରୀକ୍ଷାରେ ଭଲ ଫଳାଫଳ କରିପାରିବେ । ଶିକ୍ଷା ବିଭାଗ ପକ୍ଷରୁ ଏକ ବିସ୍ତୃତ କାର୍ଯ୍ୟଯୋଜନା ପ୍ରସ୍ତୁତ କରାଯାଇଛି । ପ୍ରତ୍ୟେକ ଜିଲ୍ଲାରେ ଅତି କମରେ ଦୁଇଟି କେନ୍ଦ୍ର ରହିବ । ସରକାରୀ ସ୍କୁଲରୁ ପାସ କରିଥିବା ଛାତ୍ରଛାତ୍ରୀମାନେ ପ୍ରାଥମିକତା ପାଇବେ । ଏଥିପାଇଁ ଆବଶ୍ୟକ ଅର୍ଥ ବଜେଟରେ ବ୍ୟବସ୍ଥା କରାଯାଇଛି । — [330, 368, 660, 811]
scorpio-icon: ♏ — [1135, 1414, 1191, 1470]
ad-code: D-20291 — [147, 1503, 186, 1514]
ad-c4-4: New opening Saikrupa Panchakarma and Spa jointpain, fullbody massage, 8984068077. — [555, 1598, 709, 1666]
ad-code: D-70815 — [315, 2090, 354, 2101]
ad-c2-6: ଭୁବନେଶ୍ୱର ରେଲୱେଷ୍ଟେସନ 1.k.m. ରେ କମିବା ପାଇଁ plot 1200sqft. 6,60,000/- immediate possession/registration. 8249384685, 8249005131, 9583328312. — [199, 1847, 354, 1986]
matrimonial-label: MATRIMONIAL — [6, 1380, 186, 1399]
classifieds-col-5 — [738, 1258, 908, 2318]
